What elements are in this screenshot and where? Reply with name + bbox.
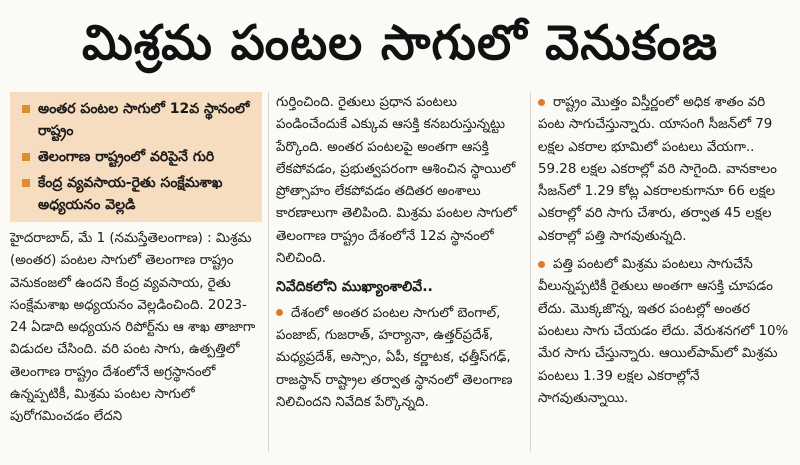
highlights-box <box>10 92 262 222</box>
dot-bullet-icon <box>538 261 545 268</box>
highlight-text: కేంద్ర వ్యవసాయ-రైతు సంక్షేమశాఖ అధ్యయనం వెల్లడి <box>38 175 223 213</box>
square-bullet-icon <box>22 105 30 113</box>
body-paragraph: హైదరాబాద్, మే 1 (నమస్తేతెలంగాణ) : మిశ్రమ (అంతర) పంటల సాగులో తెలంగాణ రాష్ట్రం వెనుకంజలో ఉందని కేంద్ర వ్యవసాయ, రైతు సంక్షేమశాఖ అధ్యయనం వెల్లడించింది. 2023-24 ఏడాది అధ్యయన రిపోర్ట్‌ను ఆ శాఖ తాజాగా విడుదల చేసింది. వరి పంట సాగు, ఉత్పత్తిలో తెలంగాణ రాష్ట్రం దేశంలోనే అగ్రస్థానంలో ఉన్నప్పటికీ, మిశ్రమ పంటల సాగులో పురోగమించడం లేదని <box>10 231 256 425</box>
point-text: పత్తి పంటలో మిశ్రమ పంటలు సాగుచేసే వీలున్నప్పటికీ రైతులు అంతగా ఆసక్తి చూపడం లేదు. మొక్కజొన్న, ఇతర పంటల్లో అంతర పంటలు సాగు చేయడం లేదు. వేరుశనగలో 10% మేర సాగు చేస్తున్నారు. ఆయిల్‌పామ్‌లో మిశ్రమ పంటలు 1.39 లక్షల ఎకరాల్లోనే సాగవుతున్నాయి. <box>538 257 789 406</box>
point-text: దేశంలో అంతర పంటల సాగులో బెంగాల్, పంజాబ్, గుజరాత్, హర్యానా, ఉత్తర్‌ప్రదేశ్, మధ్యప్రదేశ్, అస్సాం, ఏపీ, కర్ణాటక, ఛత్తీస్‌గఢ్, రాజస్థాన్ రాష్ట్రాల తర్వాత స్థానంలో తెలంగాణ నిలిచిందని నివేదిక పేర్కొన్నది. <box>276 305 513 410</box>
highlight-text: అంతర పంటల సాగులో 12వ స్థానంలో రాష్ట్రం <box>38 101 250 139</box>
point-text: రాష్ట్రం మొత్తం విస్తీర్ణంలో అధిక శాతం వరి పంట సాగుచేస్తున్నారు. యాసంగి సీజన్‌లో 79 లక్షల ఎకరాల భూమిలో పంటలు వేయగా.. 59.28 లక్షల ఎకరాల్లో వరి సాగైంది. వానకాలం సీజన్‌లో 1.29 కోట్ల ఎకరాలకుగానూ 66 లక్షల ఎకరాల్లో వరి సాగు చేశారు, తర్వాత 45 లక్షల ఎకరాల్లో పత్తి సాగవుతున్నది. <box>538 95 777 244</box>
square-bullet-icon <box>22 153 30 161</box>
dot-bullet-icon <box>276 309 283 316</box>
square-bullet-icon <box>22 179 30 187</box>
column-divider <box>530 92 531 452</box>
body-paragraph: గుర్తించింది. రైతులు ప్రధాన పంటలు పండించేందుకే ఎక్కువ ఆసక్తి కనబరుస్తున్నట్టు పేర్కొంది. అంతర పంటలపై అంతగా ఆసక్తి లేకపోవడం, ప్రభుత్వపరంగా ఆశించిన స్థాయిలో ప్రోత్సాహం లేకపోవడం తదితర అంశాలు కారణాలుగా తెలిపింది. మిశ్రమ పంటల సాగులో తెలంగాణ రాష్ట్రం దేశంలోనే 12వ స్థానంలో నిలిచింది. <box>276 95 517 267</box>
column-1 <box>10 92 262 429</box>
column-3 <box>538 92 792 410</box>
dot-bullet-icon <box>538 99 545 106</box>
point-paragraph <box>538 92 792 248</box>
highlight-item <box>22 146 254 168</box>
column-divider <box>268 92 269 452</box>
highlight-text: తెలంగాణ రాష్ట్రంలో వరిపైనే గురి <box>38 149 215 165</box>
point-paragraph <box>538 254 792 410</box>
column-2 <box>276 92 524 414</box>
point-paragraph <box>276 303 524 414</box>
highlight-item <box>22 172 254 216</box>
highlight-item <box>22 98 254 142</box>
subheading: నివేదికలోని ముఖ్యాంశాలివే.. <box>276 279 433 296</box>
headline: మిశ్రమ పంటల సాగులో వెనుకంజ <box>81 15 719 71</box>
